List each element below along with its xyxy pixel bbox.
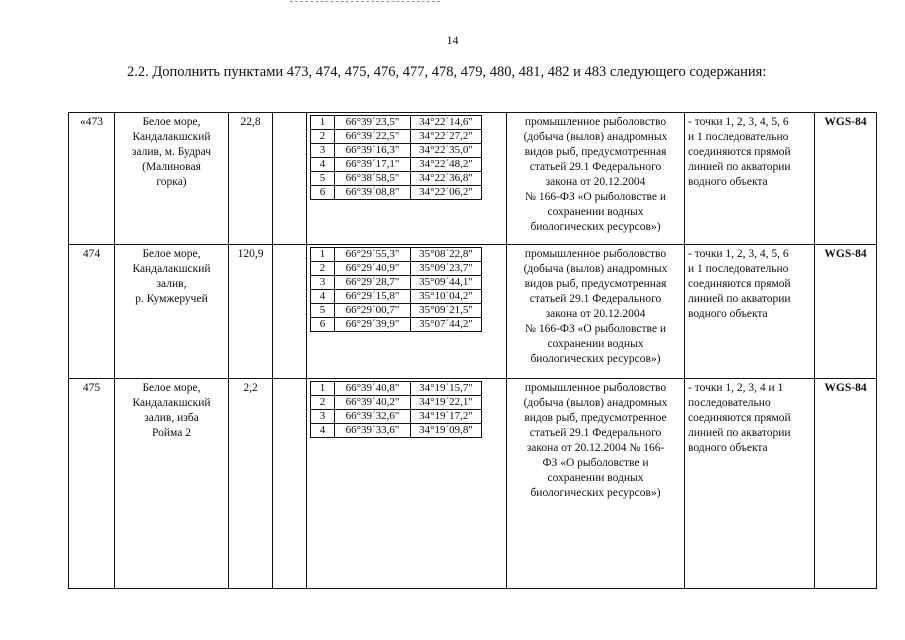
longitude: 34°19´09,8": [411, 424, 482, 438]
boundary-description-line: водного объекта: [688, 308, 768, 320]
coordinate-system-cell: WGS-84: [815, 245, 877, 379]
point-number: 6: [311, 186, 335, 200]
empty-cell: [273, 379, 307, 589]
longitude: 34°22´36,8": [411, 172, 482, 186]
table-row: [69, 379, 877, 589]
longitude: 34°22´27,2": [411, 130, 482, 144]
fishing-type-line: (добыча (вылов) анадромных: [523, 131, 668, 143]
coordinate-row: [311, 158, 482, 172]
latitude: 66°29´28,7": [335, 276, 411, 290]
coordinate-row: [311, 130, 482, 144]
location-name-line: залив, м. Будрач: [131, 146, 212, 158]
boundary-description-line: и 1 последовательно: [688, 131, 789, 143]
coordinate-row: [311, 144, 482, 158]
longitude: 35°09´21,5": [411, 304, 482, 318]
longitude: 35°08´22,8": [411, 248, 482, 262]
longitude: 34°19´22,1": [411, 396, 482, 410]
fishing-type-line: закона от 20.12.2004: [545, 176, 646, 188]
latitude: 66°39´23,5": [335, 116, 411, 130]
fishing-type-line: закона от 20.12.2004: [545, 308, 646, 320]
boundary-description-line: линией по акватории: [688, 293, 791, 305]
latitude: 66°39´32,6": [335, 410, 411, 424]
item-number-cell: 474: [69, 245, 115, 379]
point-number: 1: [311, 248, 335, 262]
fishing-type-line: биологических ресурсов»): [530, 487, 661, 499]
boundary-description-line: водного объекта: [688, 442, 768, 454]
table-body: [69, 113, 877, 589]
fishing-type-line: № 166-ФЗ «О рыболовстве и: [525, 323, 666, 335]
point-number: 1: [311, 382, 335, 396]
point-number: 2: [311, 262, 335, 276]
longitude: 34°22´14,6": [411, 116, 482, 130]
point-number: 5: [311, 304, 335, 318]
fishing-type-line: статьей 29.1 Федерального: [529, 427, 662, 439]
latitude: 66°39´08,8": [335, 186, 411, 200]
page-number: 14: [446, 33, 459, 47]
coordinate-row: [311, 304, 482, 318]
location-name-line: р. Кумжеручей: [135, 293, 208, 305]
top-divider-line: [290, 1, 440, 2]
location-name-line: Ройма 2: [152, 427, 191, 439]
coordinate-row: [311, 276, 482, 290]
longitude: 34°22´48,2": [411, 158, 482, 172]
coordinate-row: [311, 424, 482, 438]
fishing-type-line: сохранении водных: [547, 338, 644, 350]
fishing-type-line: промышленное рыболовство: [524, 382, 667, 394]
location-name-cell: [115, 113, 229, 245]
fishing-type-cell: [507, 245, 685, 379]
location-name-line: Белое море,: [142, 116, 201, 128]
boundary-description-line: - точки 1, 2, 3, 4, 5, 6: [688, 248, 789, 260]
latitude: 66°29´55,3": [335, 248, 411, 262]
point-number: 5: [311, 172, 335, 186]
latitude: 66°38´58,5": [335, 172, 411, 186]
location-name-line: залив,: [156, 278, 187, 290]
longitude: 34°19´15,7": [411, 382, 482, 396]
coordinate-row: [311, 410, 482, 424]
location-name-line: Кандалакшский: [132, 131, 211, 143]
point-number: 2: [311, 130, 335, 144]
coordinate-row: [311, 116, 482, 130]
fishing-type-line: биологических ресурсов»): [530, 353, 661, 365]
location-name-line: Кандалакшский: [132, 397, 211, 409]
coordinates-table: [310, 115, 482, 200]
fishing-type-line: видов рыб, предусмотренное: [524, 412, 667, 424]
item-number-cell: 475: [69, 379, 115, 589]
latitude: 66°39´40,8": [335, 382, 411, 396]
coordinate-system-cell: WGS-84: [815, 379, 877, 589]
coordinate-row: [311, 382, 482, 396]
latitude: 66°29´15,8": [335, 290, 411, 304]
latitude: 66°39´16,3": [335, 144, 411, 158]
latitude: 66°39´22,5": [335, 130, 411, 144]
location-name-line: Кандалакшский: [132, 263, 211, 275]
coordinate-row: [311, 290, 482, 304]
point-number: 3: [311, 410, 335, 424]
coordinate-row: [311, 262, 482, 276]
coordinate-system-cell: WGS-84: [815, 113, 877, 245]
point-number: 3: [311, 276, 335, 290]
boundary-description-cell: [685, 379, 815, 589]
point-number: 1: [311, 116, 335, 130]
point-number: 3: [311, 144, 335, 158]
longitude: 35°10´04,2": [411, 290, 482, 304]
coordinates-cell: [307, 245, 507, 379]
longitude: 35°09´23,7": [411, 262, 482, 276]
section-heading: 2.2. Дополнить пунктами 473, 474, 475, 476, 477, 478, 479, 480, 481, 482 и 483 следующего содержания:: [127, 64, 767, 80]
boundary-description-line: линией по акватории: [688, 161, 791, 173]
coordinate-row: [311, 396, 482, 410]
location-name-line: (Малиновая: [142, 161, 201, 173]
fishing-type-line: сохранении водных: [547, 472, 644, 484]
location-name-cell: [115, 379, 229, 589]
longitude: 34°22´35,0": [411, 144, 482, 158]
coordinates-cell: [307, 113, 507, 245]
location-name-line: горка): [156, 176, 187, 188]
boundary-description-line: соединяются прямой: [688, 146, 791, 158]
coordinates-table: [310, 381, 482, 438]
area-cell: 2,2: [229, 379, 273, 589]
boundary-description-line: соединяются прямой: [688, 278, 791, 290]
latitude: 66°29´39,9": [335, 318, 411, 332]
point-number: 4: [311, 158, 335, 172]
coordinates-cell: [307, 379, 507, 589]
point-number: 4: [311, 424, 335, 438]
boundary-description-line: линией по акватории: [688, 427, 791, 439]
longitude: 34°19´17,2": [411, 410, 482, 424]
location-name-cell: [115, 245, 229, 379]
area-cell: 22,8: [229, 113, 273, 245]
empty-cell: [273, 245, 307, 379]
boundary-description-line: - точки 1, 2, 3, 4 и 1: [688, 382, 784, 394]
point-number: 2: [311, 396, 335, 410]
coordinate-row: [311, 186, 482, 200]
fishing-type-line: статьей 29.1 Федерального: [529, 161, 662, 173]
fishing-type-line: видов рыб, предусмотренная: [524, 146, 667, 158]
fishing-type-line: (добыча (вылов) анадромных: [523, 263, 668, 275]
coordinate-row: [311, 172, 482, 186]
fishing-areas-table: [68, 112, 877, 589]
fishing-type-line: сохранении водных: [547, 206, 644, 218]
boundary-description-cell: [685, 245, 815, 379]
fishing-type-line: видов рыб, предусмотренная: [524, 278, 667, 290]
fishing-type-line: статьей 29.1 Федерального: [529, 293, 662, 305]
location-name-line: Белое море,: [142, 382, 201, 394]
table-row: [69, 113, 877, 245]
fishing-type-cell: [507, 113, 685, 245]
latitude: 66°29´40,9": [335, 262, 411, 276]
fishing-type-line: закона от 20.12.2004 № 166-: [526, 442, 665, 454]
empty-cell: [273, 113, 307, 245]
longitude: 35°07´44,2": [411, 318, 482, 332]
boundary-description-cell: [685, 113, 815, 245]
boundary-description-line: водного объекта: [688, 176, 768, 188]
fishing-type-cell: [507, 379, 685, 589]
fishing-type-line: ФЗ «О рыболовстве и: [542, 457, 649, 469]
location-name-line: залив, изба: [144, 412, 199, 424]
area-cell: 120,9: [229, 245, 273, 379]
latitude: 66°39´40,2": [335, 396, 411, 410]
fishing-type-line: промышленное рыболовство: [524, 116, 667, 128]
fishing-type-line: промышленное рыболовство: [524, 248, 667, 260]
table-row: [69, 245, 877, 379]
longitude: 35°09´44,1": [411, 276, 482, 290]
point-number: 6: [311, 318, 335, 332]
item-number-cell: «473: [69, 113, 115, 245]
coordinate-row: [311, 248, 482, 262]
latitude: 66°29´00,7": [335, 304, 411, 318]
fishing-type-line: биологических ресурсов»): [530, 221, 661, 233]
boundary-description-line: последовательно: [688, 397, 771, 409]
coordinate-row: [311, 318, 482, 332]
fishing-type-line: № 166-ФЗ «О рыболовстве и: [525, 191, 666, 203]
boundary-description-line: - точки 1, 2, 3, 4, 5, 6: [688, 116, 789, 128]
location-name-line: Белое море,: [142, 248, 201, 260]
latitude: 66°39´33,6": [335, 424, 411, 438]
longitude: 34°22´06,2": [411, 186, 482, 200]
latitude: 66°39´17,1": [335, 158, 411, 172]
point-number: 4: [311, 290, 335, 304]
fishing-type-line: (добыча (вылов) анадромных: [523, 397, 668, 409]
boundary-description-line: и 1 последовательно: [688, 263, 789, 275]
boundary-description-line: соединяются прямой: [688, 412, 791, 424]
coordinates-table: [310, 247, 482, 332]
